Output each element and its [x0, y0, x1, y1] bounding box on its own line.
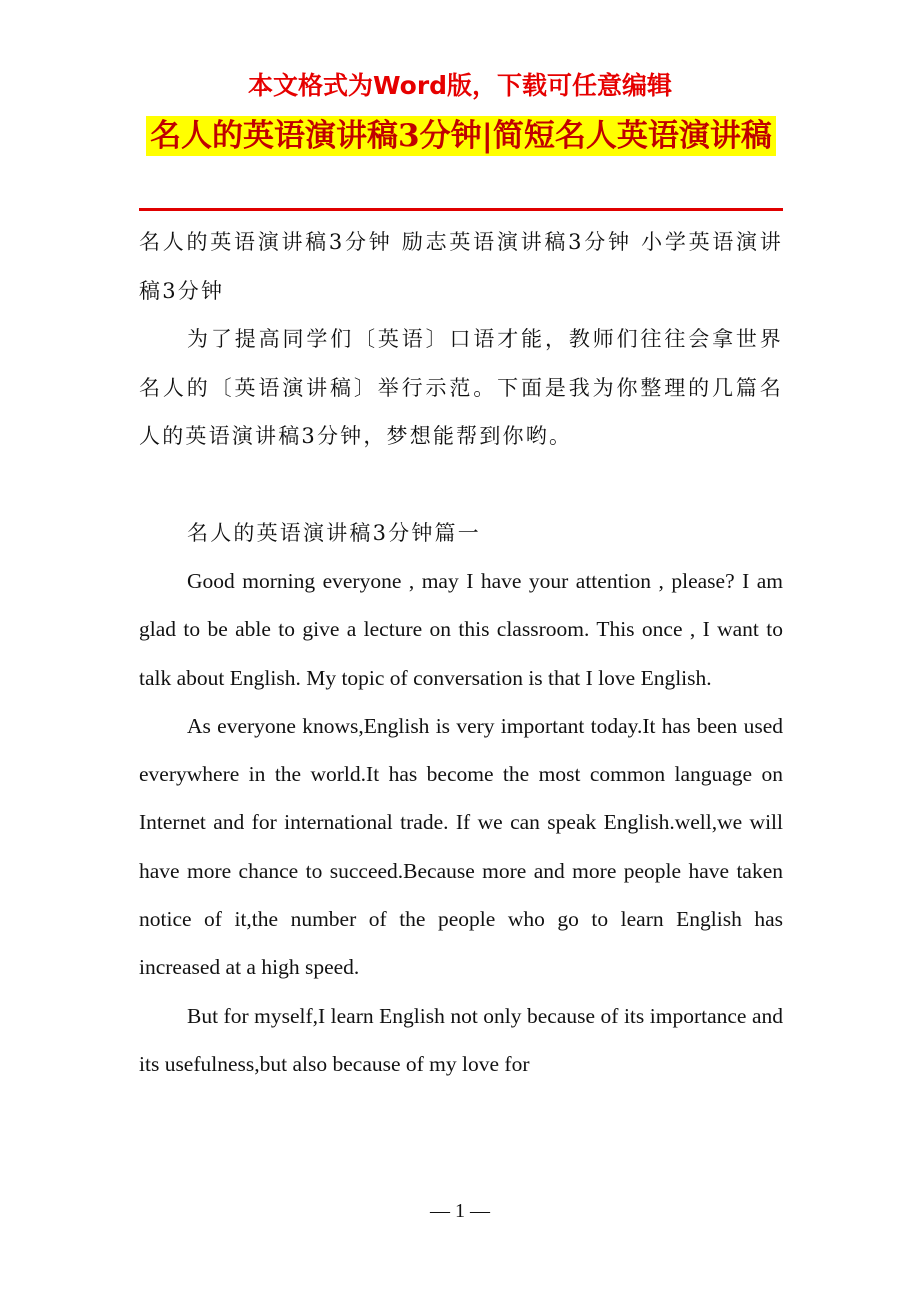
intro-paragraph: 为了提高同学们〔英语〕口语才能，教师们往往会拿世界名人的〔英语演讲稿〕举行示范。下面是我为你整理的几篇名人的英语演讲稿3分钟，梦想能帮到你哟。: [139, 327, 783, 448]
page-number: — 1 —: [430, 1200, 490, 1222]
speech-paragraph: Good morning everyone , may I have your attention , please? I am glad to be able to give a lecture on this classroom. This once , I want to talk about English. My topic of conversation is that I love English.: [139, 569, 783, 690]
paragraph-gap: [139, 461, 783, 509]
keywords-line: 名人的英语演讲稿3分钟 励志英语演讲稿3分钟 小学英语演讲稿3分钟: [139, 230, 783, 303]
format-notice: 本文格式为Word版，下载可任意编辑: [247, 71, 673, 100]
document-body: [139, 218, 783, 1088]
speech-paragraph: But for myself,I learn English not only because of its importance and its usefulness,but also because of my love for: [139, 1003, 783, 1076]
document-title: 名人的英语演讲稿3分钟|简短名人英语演讲稿: [146, 116, 776, 156]
title-block: [139, 111, 783, 161]
speech-paragraph: As everyone knows,English is very important today.It has been used everywhere in the world.It has become the most common language on Internet and for international trade. If we can speak English.well,we will have more chance to succeed.Because more and more people have taken notice of it,the number of the people who go to learn English has increased at a high speed.: [139, 713, 783, 980]
section-heading: 名人的英语演讲稿3分钟篇一: [187, 520, 481, 545]
title-divider: [139, 208, 783, 211]
